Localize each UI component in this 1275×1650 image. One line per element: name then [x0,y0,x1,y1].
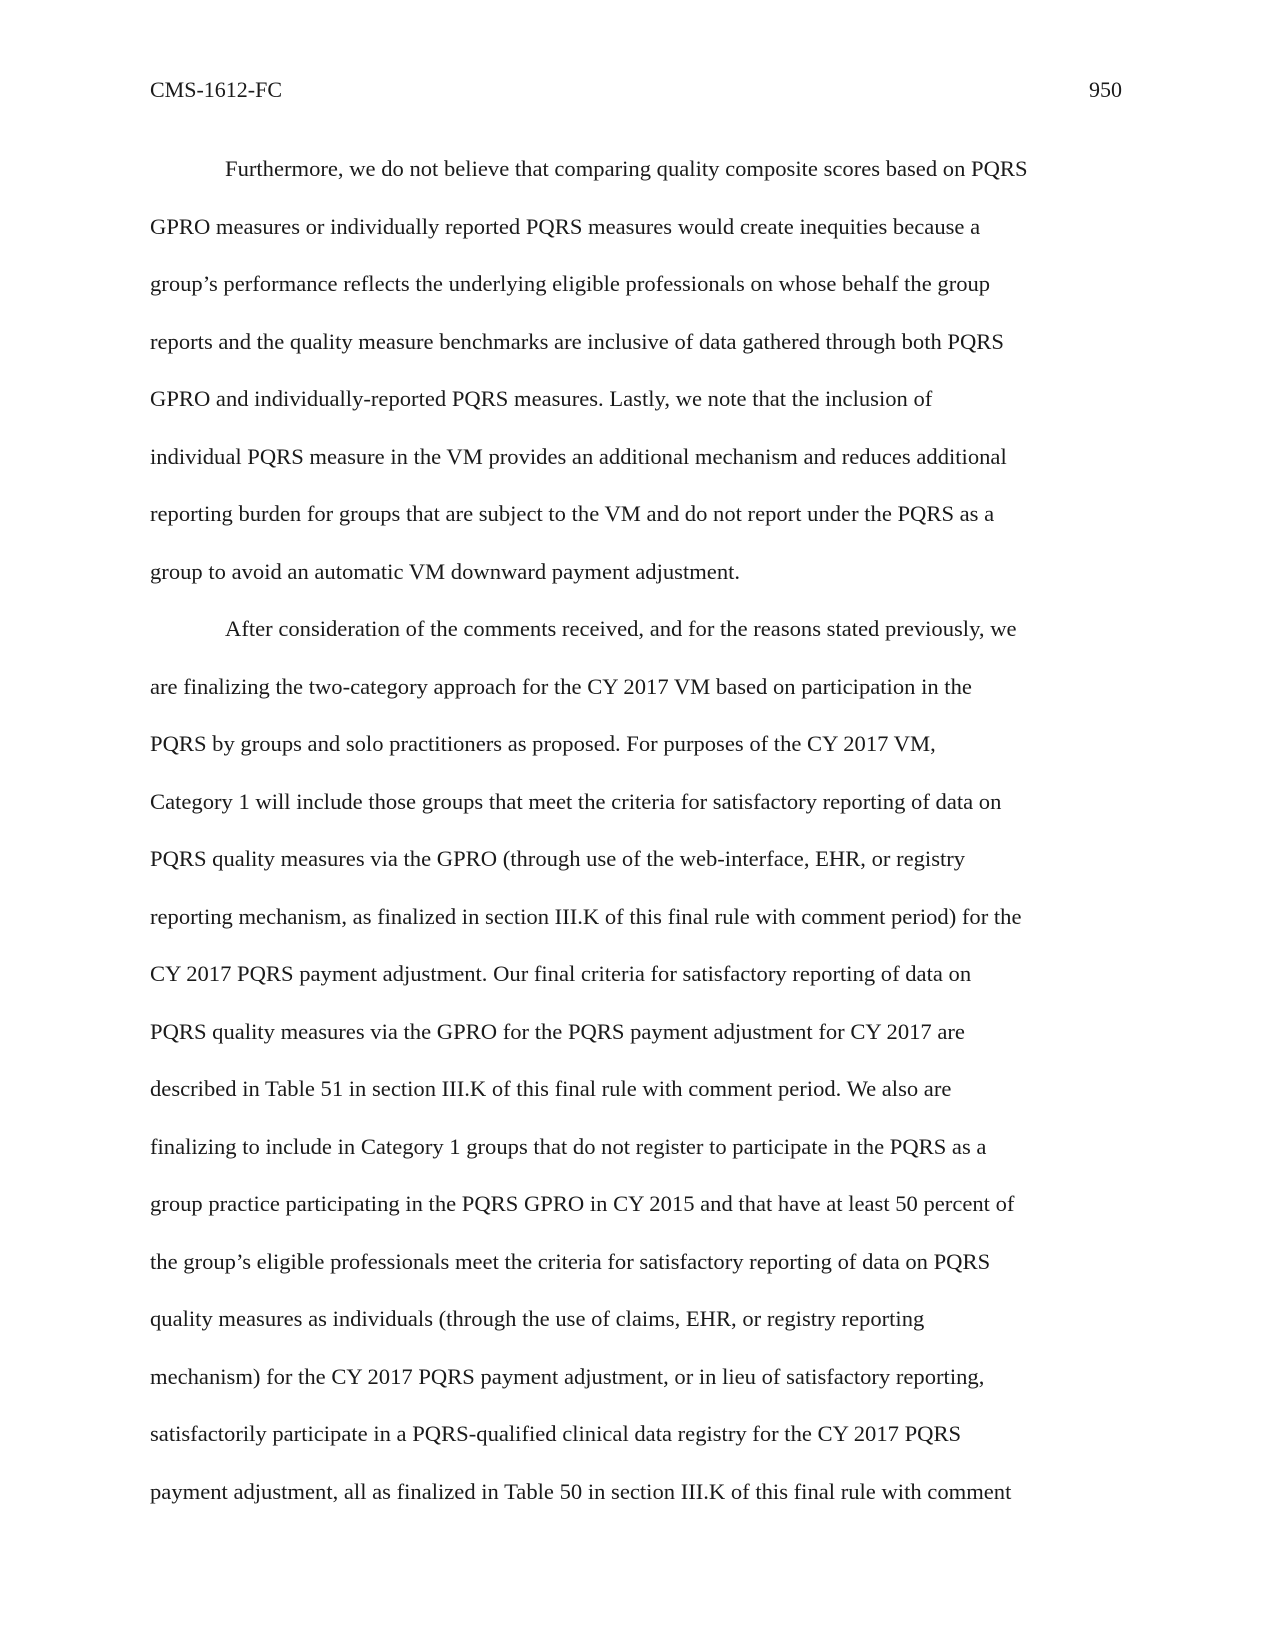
paragraph-2-line: mechanism) for the CY 2017 PQRS payment adjustment, or in lieu of satisfactory reporting, [150,1363,985,1389]
paragraph-1-line: individual PQRS measure in the VM provides an additional mechanism and reduces additional [150,443,1007,469]
paragraph-1-line: reports and the quality measure benchmarks are inclusive of data gathered through both PQRS [150,328,1004,354]
paragraph-1-line: group to avoid an automatic VM downward payment adjustment. [150,558,741,584]
paragraph-2-line: finalizing to include in Category 1 groups that do not register to participate in the PQRS as a [150,1133,987,1159]
paragraph-2-line: are finalizing the two-category approach for the CY 2017 VM based on participation in the [150,673,972,699]
paragraph-2-line: CY 2017 PQRS payment adjustment. Our final criteria for satisfactory reporting of data on [150,961,972,986]
paragraph-1-line: reporting burden for groups that are subject to the VM and do not report under the PQRS as a [150,501,995,526]
paragraph-2-line: PQRS by groups and solo practitioners as proposed. For purposes of the CY 2017 VM, [150,731,936,756]
paragraph-1-line: Furthermore, we do not believe that comparing quality composite scores based on PQRS [225,156,1028,181]
paragraph-2-line: PQRS quality measures via the GPRO for the PQRS payment adjustment for CY 2017 are [150,1018,965,1044]
paragraph-1-line: GPRO measures or individually reported PQRS measures would create inequities because a [150,213,981,239]
paragraph-2-line: After consideration of the comments received, and for the reasons stated previously, we [225,616,1017,641]
page-number: 950 [1089,77,1122,102]
paragraph-1-line: GPRO and individually-reported PQRS measures. Lastly, we note that the inclusion of [150,386,933,411]
paragraph-2-line: satisfactorily participate in a PQRS-qualified clinical data registry for the CY 2017 PQRS [150,1421,962,1446]
document-id: CMS-1612-FC [150,77,283,102]
paragraph-2-line: Category 1 will include those groups that meet the criteria for satisfactory reporting of data on [150,788,1002,814]
page-header [150,74,1122,106]
body-text [150,140,1122,1520]
paragraph-2-line: reporting mechanism, as finalized in section III.K of this final rule with comment period) for the [150,903,1022,929]
paragraph-2-line: PQRS quality measures via the GPRO (through use of the web-interface, EHR, or registry [150,846,966,871]
paragraph-2-line: payment adjustment, all as finalized in Table 50 in section III.K of this final rule with comment [150,1478,1012,1504]
paragraph-2-line: group practice participating in the PQRS GPRO in CY 2015 and that have at least 50 percent of [150,1191,1015,1216]
paragraph-2-line: quality measures as individuals (through the use of claims, EHR, or registry reporting [150,1306,925,1331]
paragraph-2-line: the group’s eligible professionals meet the criteria for satisfactory reporting of data on PQRS [150,1248,991,1274]
paragraph-2-line: described in Table 51 in section III.K of this final rule with comment period. We also are [150,1076,952,1101]
paragraph-1-line: group’s performance reflects the underlying eligible professionals on whose behalf the group [150,271,991,296]
